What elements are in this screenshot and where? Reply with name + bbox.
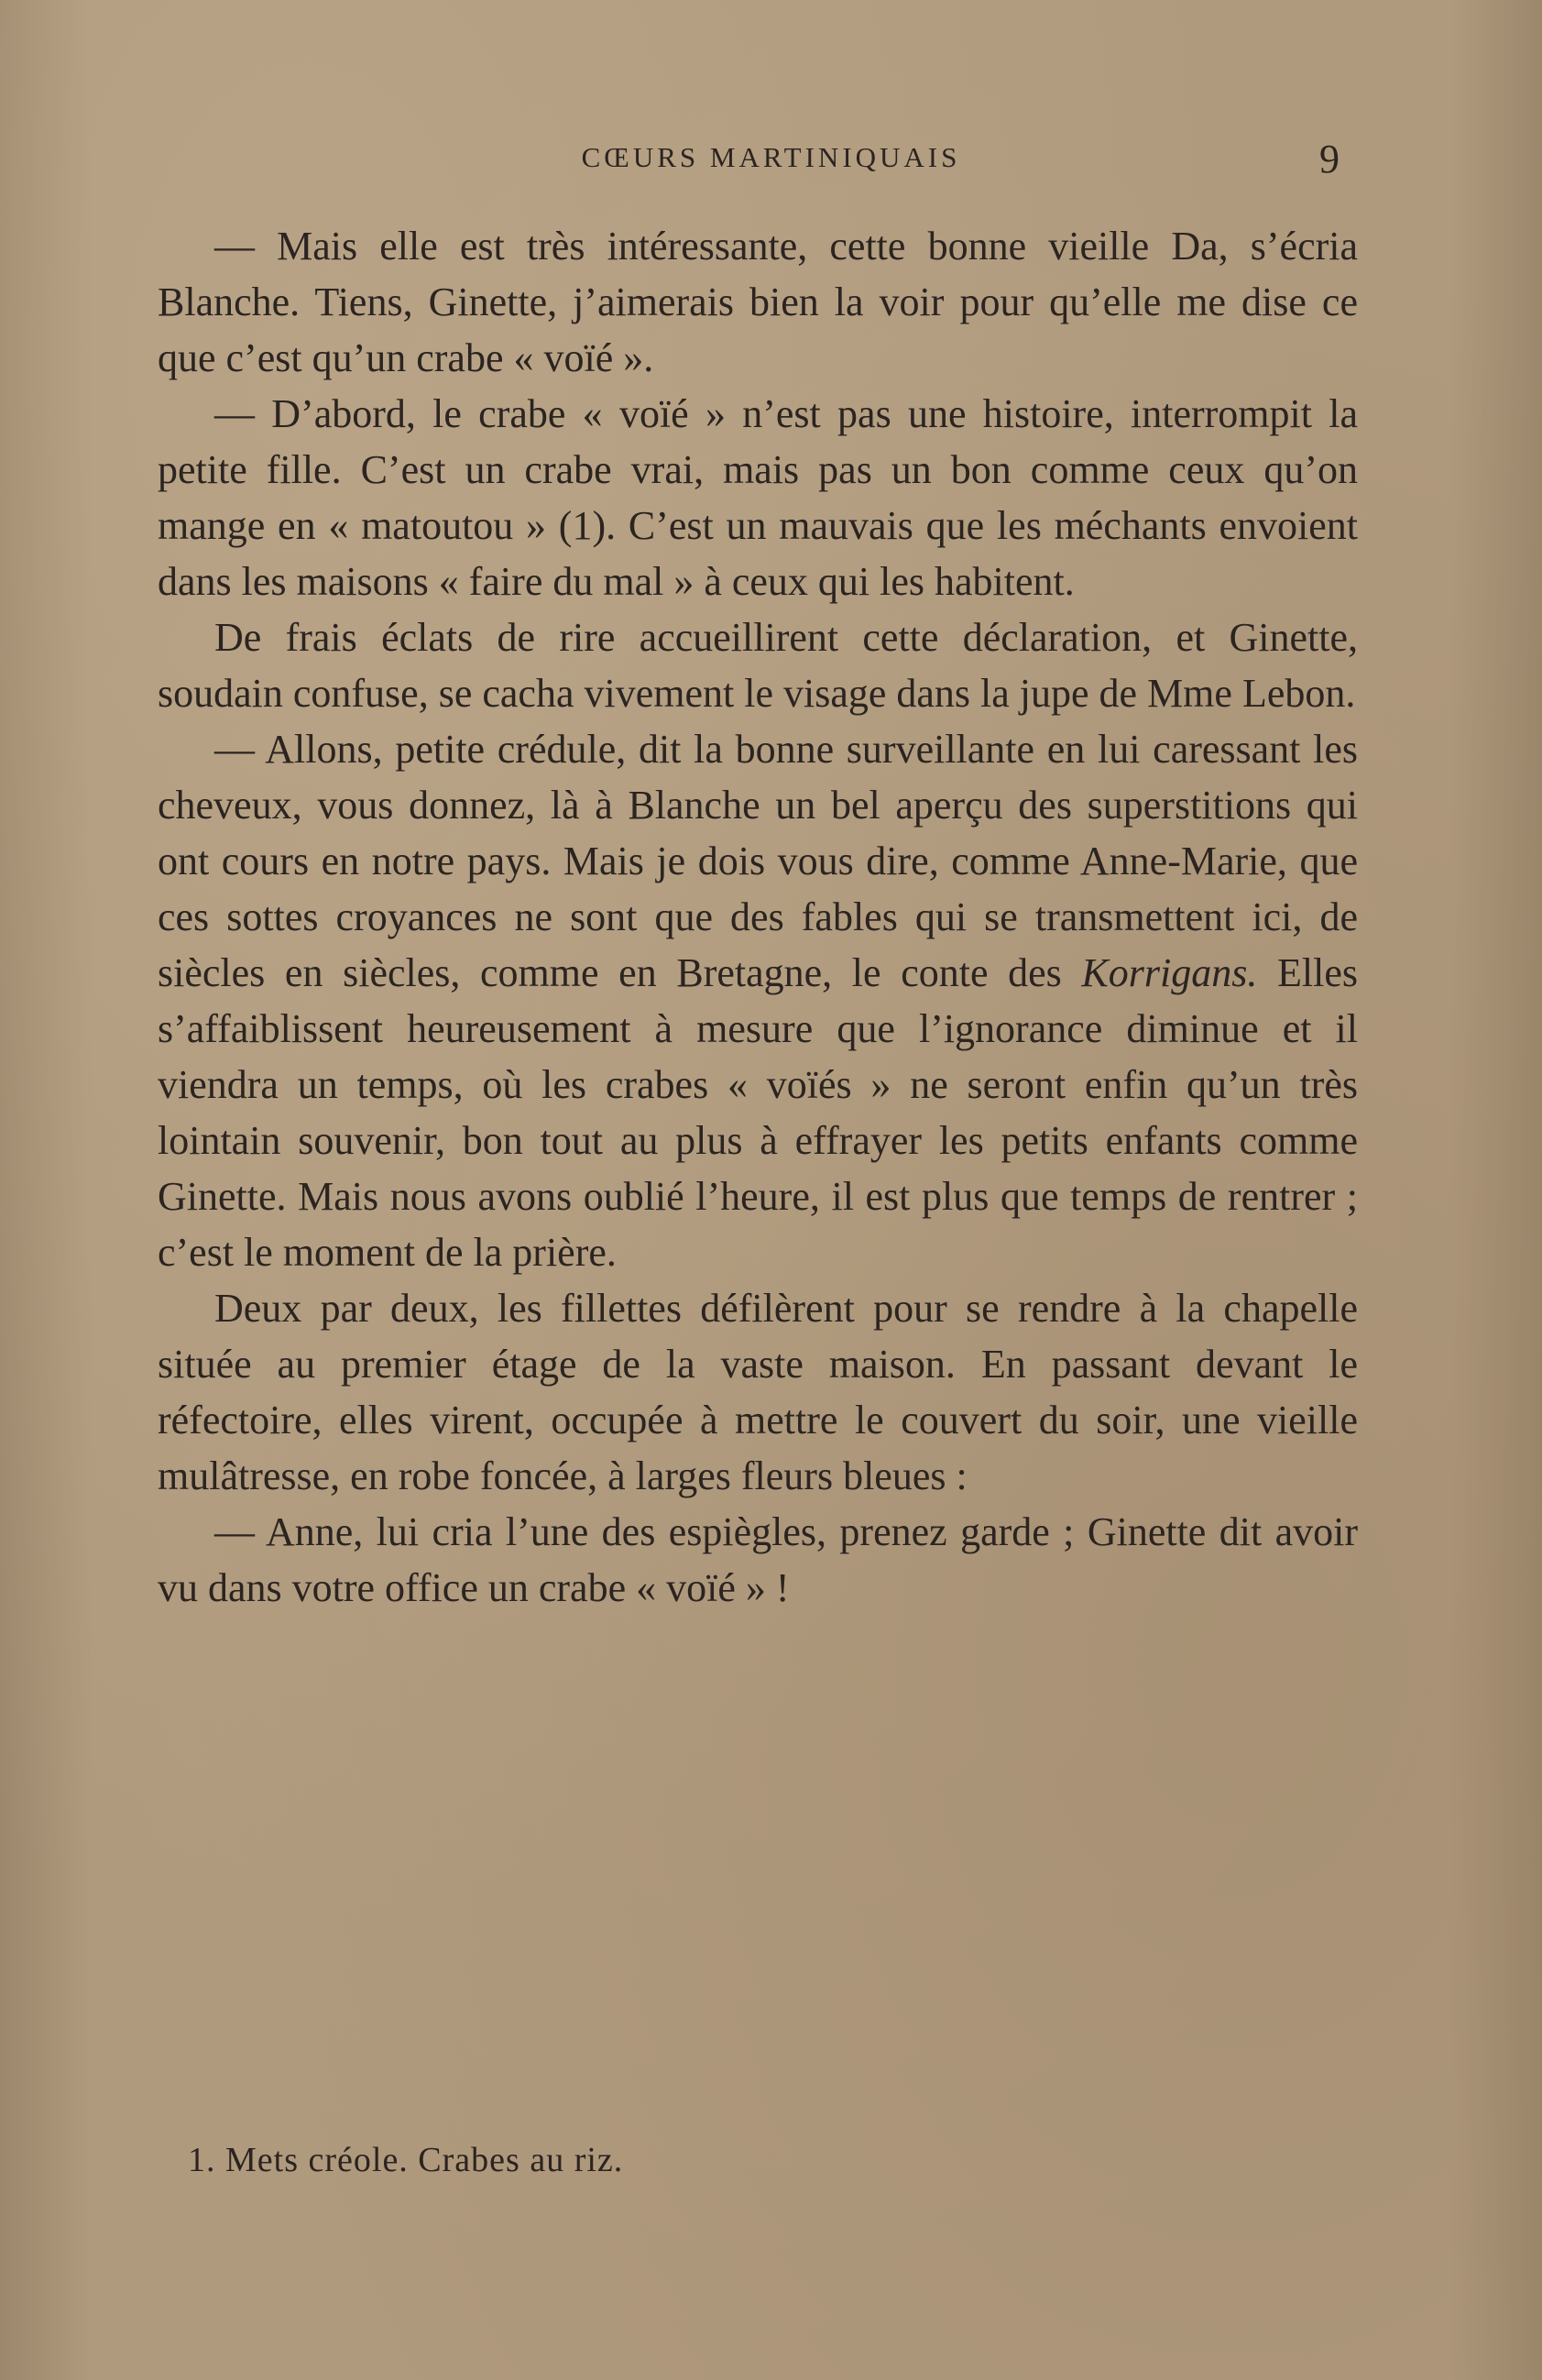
paragraph-4-part-1: — Allons, petite crédule, dit la bonne surveillante en lui caressant les cheveux, vous donnez, là à Blanche un bel aperçu des superstitions qui ont cours en notre pays. Mais je dois vous dire, comme Anne-Marie, que ces sottes croyances ne sont que des fables qui se transmettent ici, de siècles en siècles, comme en Bretagne, le conte des bbox=[158, 727, 1358, 995]
paragraph-2: — D’abord, le crabe « voïé » n’est pas une histoire, interrompit la petite fille. C’est un crabe vrai, mais pas un bon comme ceux qu’on mange en « matoutou » (1). C’est un mauvais que les méchants envoient dans les maisons « faire du mal » à ceux qui les habitent. bbox=[158, 391, 1358, 604]
korrigans-italic: Korrigans. bbox=[1081, 950, 1258, 995]
footnote: 1. Mets créole. Crabes au riz. bbox=[188, 2141, 624, 2179]
paragraph-5: Deux par deux, les fillettes défilèrent pour se rendre à la chapelle située au premier étage de la vaste maison. En passant devant le réfectoire, elles virent, occupée à mettre le couvert du soir, une vieille mulâtresse, en robe foncée, à larges fleurs bleues : bbox=[158, 1286, 1358, 1498]
running-title: CŒURS MARTINIQUAIS bbox=[581, 141, 961, 173]
paragraph-4 bbox=[158, 721, 1358, 1280]
paragraph-1: — Mais elle est très intéressante, cette bonne vieille Da, s’écria Blanche. Tiens, Ginette, j’aimerais bien la voir pour qu’elle me dise ce que c’est qu’un crabe « voïé ». bbox=[158, 224, 1358, 380]
paragraph-4-part-2: Elles s’affaiblissent heureusement à mesure que l’ignorance diminue et il viendra un temps, où les crabes « voïés » ne seront enfin qu’un très lointain souvenir, bon tout au plus à effrayer les petits enfants comme Ginette. Mais nous avons oublié l’heure, il est plus que temps de rentrer ; c’est le moment de la prière. bbox=[158, 950, 1358, 1275]
running-head bbox=[0, 136, 1542, 181]
body-text bbox=[158, 218, 1358, 1616]
paragraph-6: — Anne, lui cria l’une des espiègles, prenez garde ; Ginette dit avoir vu dans votre office un crabe « voïé » ! bbox=[158, 1509, 1358, 1610]
page-number: 9 bbox=[1319, 137, 1340, 181]
paragraph-3: De frais éclats de rire accueillirent cette déclaration, et Ginette, soudain confuse, se cacha vivement le visage dans la jupe de Mme Lebon. bbox=[158, 615, 1358, 716]
